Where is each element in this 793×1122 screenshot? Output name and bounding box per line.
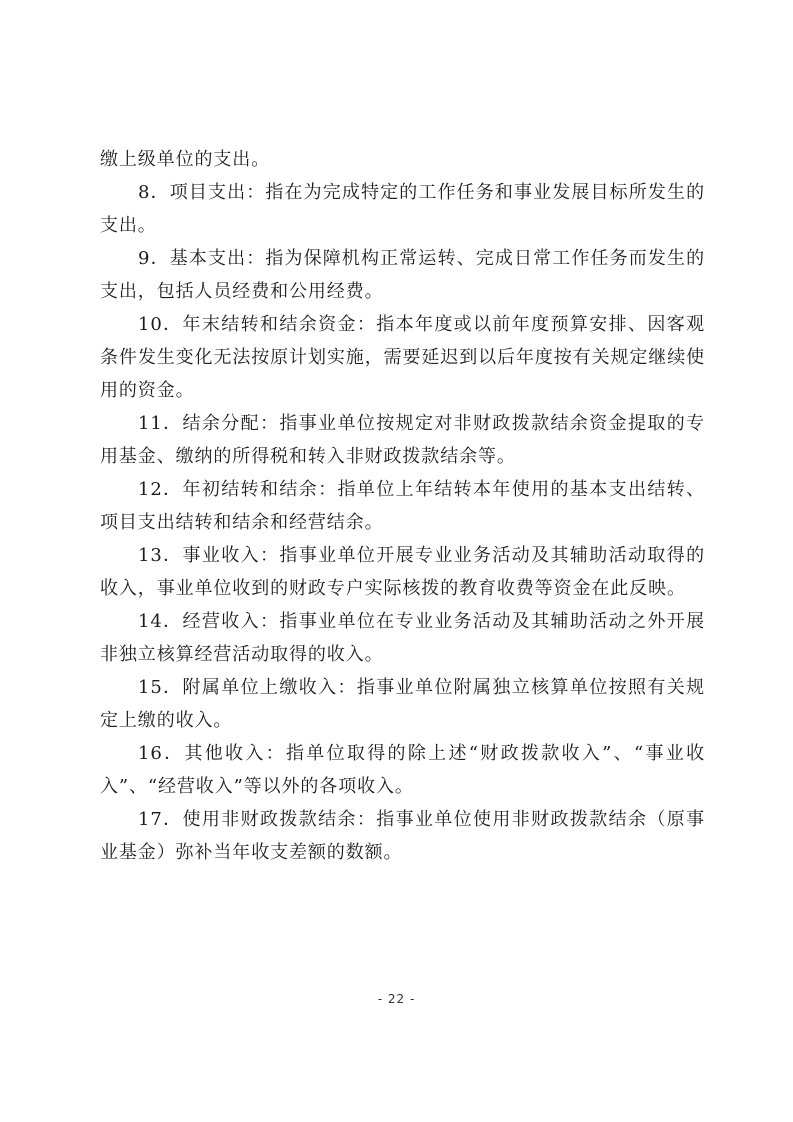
page-number: - 22 - xyxy=(377,992,416,1006)
paragraph-item-16: 16．其他收入：指单位取得的除上述“财政拨款收入”、“事业收入”、“经营收入”等以外的各项收入。 xyxy=(100,743,705,797)
paragraph-item-10: 10．年末结转和结余资金：指本年度或以前年度预算安排、因客观条件发生变化无法按原计划实施，需要延迟到以后年度按有关规定继续使用的资金。 xyxy=(100,314,705,401)
document-body xyxy=(100,143,705,869)
paragraph-item-11: 11．结余分配：指事业单位按规定对非财政拨款结余资金提取的专用基金、缴纳的所得税和转入非财政拨款结余等。 xyxy=(100,413,705,467)
paragraph-continuation: 缴上级单位的支出。 xyxy=(100,149,271,170)
paragraph-item-8: 8．项目支出：指在为完成特定的工作任务和事业发展目标所发生的支出。 xyxy=(100,182,705,236)
paragraph-item-17: 17．使用非财政拨款结余：指事业单位使用非财政拨款结余（原事业基金）弥补当年收支差额的数额。 xyxy=(100,809,705,863)
paragraph-item-12: 12．年初结转和结余：指单位上年结转本年使用的基本支出结转、项目支出结转和结余和经营结余。 xyxy=(100,479,705,533)
paragraph-item-15: 15．附属单位上缴收入：指事业单位附属独立核算单位按照有关规定上缴的收入。 xyxy=(100,677,705,731)
paragraph-item-14: 14．经营收入：指事业单位在专业业务活动及其辅助活动之外开展非独立核算经营活动取得的收入。 xyxy=(100,611,705,665)
paragraph-item-13: 13．事业收入：指事业单位开展专业业务活动及其辅助活动取得的收入，事业单位收到的财政专户实际核拨的教育收费等资金在此反映。 xyxy=(100,545,705,599)
paragraph-item-9: 9．基本支出：指为保障机构正常运转、完成日常工作任务而发生的支出，包括人员经费和公用经费。 xyxy=(100,248,705,302)
